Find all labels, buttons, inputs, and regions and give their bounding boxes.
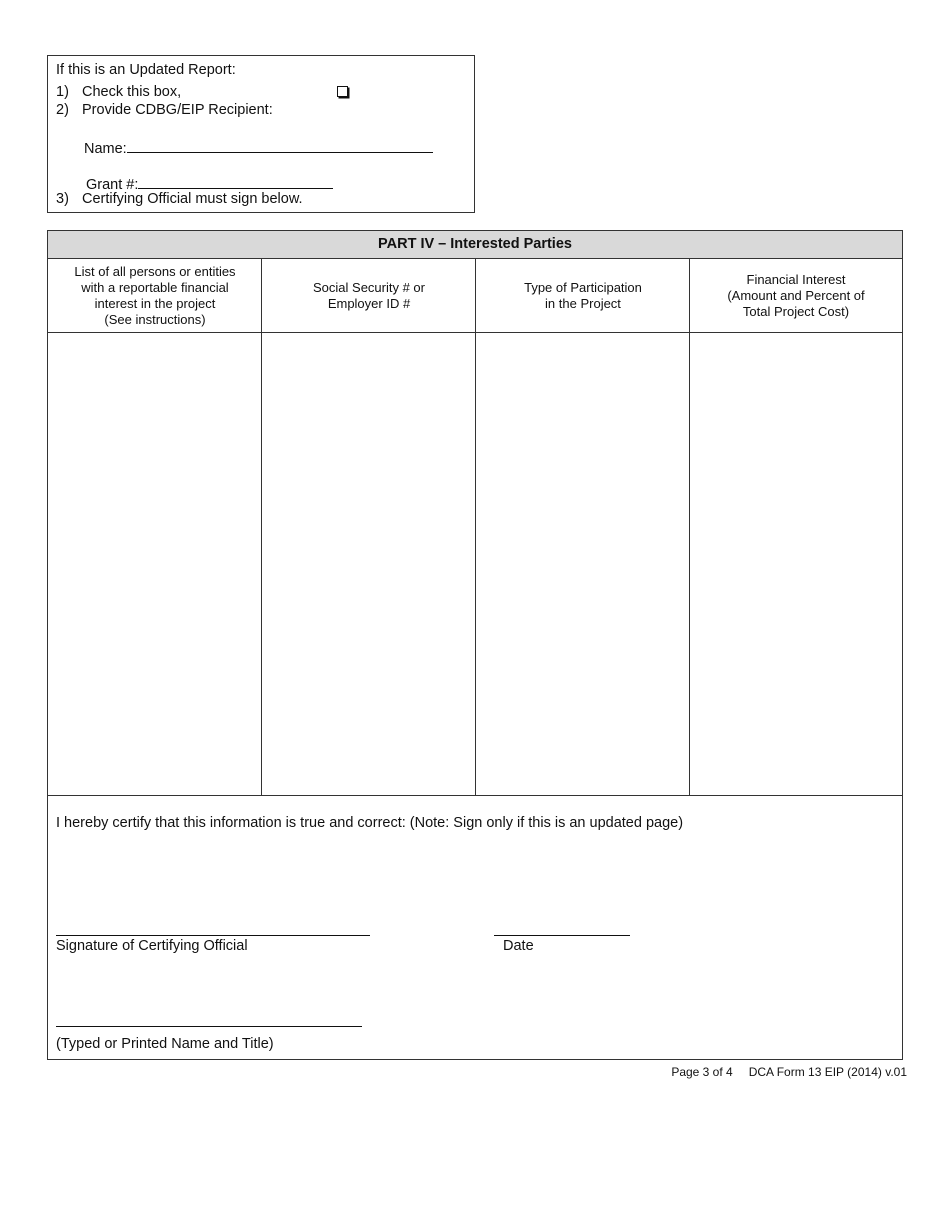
step-1-text: Check this box, [82,84,182,100]
form-identifier: DCA Form 13 EIP (2014) v.01 [748,1065,907,1079]
step-2-number: 2) [56,102,69,118]
step-2-text: Provide CDBG/EIP Recipient: [82,102,273,118]
recipient-name-label: Name: [84,141,127,157]
date-line[interactable] [494,935,630,936]
entry-cell-participation[interactable] [476,333,689,795]
interested-parties-table [47,230,903,1060]
step-1-number: 1) [56,84,69,100]
part-iv-title: PART IV – Interested Parties [48,231,902,259]
certification-divider [48,795,902,796]
name-title-label: (Typed or Printed Name and Title) [56,1036,274,1052]
updated-report-intro: If this is an Updated Report: [56,62,236,78]
column-header-financial-interest: Financial Interest (Amount and Percent of Total Project Cost) [727,271,865,319]
step-1 [56,84,181,100]
step-3-number: 3) [56,191,69,207]
date-label: Date [503,938,534,954]
column-header-participation: Type of Participation in the Project [524,279,642,311]
entry-cell-ssn[interactable] [262,333,475,795]
page-footer [671,1065,907,1079]
column-header-ssn: Social Security # or Employer ID # [313,279,425,311]
column-header-persons: List of all persons or entities with a reportable financial interest in the project (See instructions) [74,263,236,327]
grant-number-line[interactable] [138,174,333,189]
recipient-name-field [84,138,433,157]
step-3-text: Certifying Official must sign below. [82,191,303,207]
entry-cell-persons[interactable] [48,333,261,795]
page-number: Page 3 of 4 [671,1065,733,1079]
name-title-line[interactable] [56,1026,362,1027]
updated-report-box [47,55,475,213]
step-2 [56,102,273,118]
entry-cell-financial-interest[interactable] [690,333,902,795]
recipient-name-line[interactable] [127,138,433,153]
step-3 [56,191,303,207]
updated-report-checkbox[interactable] [337,86,348,97]
signature-line[interactable] [56,935,370,936]
certification-statement: I hereby certify that this information is true and correct: (Note: Sign only if this is an updated page) [56,815,684,831]
grant-number-label: Grant #: [86,177,139,193]
signature-label: Signature of Certifying Official [56,938,248,954]
